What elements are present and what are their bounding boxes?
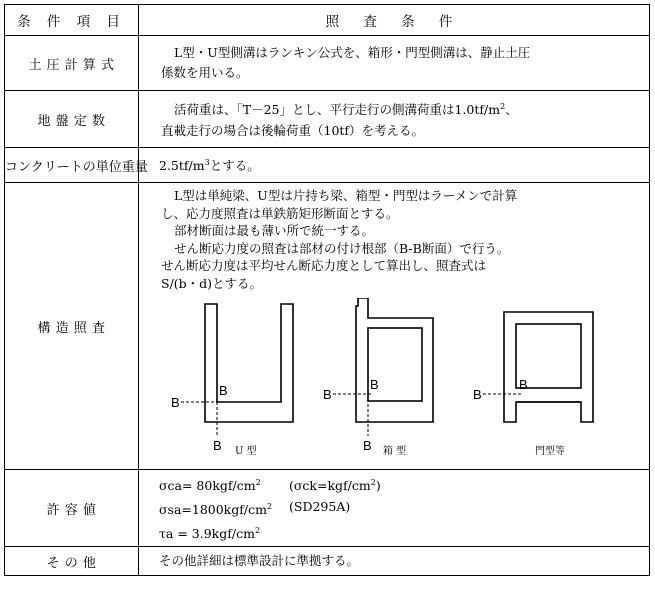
ground-line-1-text: 活荷重は、「T－25」とし、平行走行の側溝荷重は1.0tf/m	[174, 102, 501, 118]
allow-sigma-ca	[159, 472, 289, 496]
label-others: そ の 他	[5, 547, 139, 576]
ground-line-2: 直載走行の場合は後輪荷重（10tf）を考える。	[161, 122, 425, 138]
label-structural-check: 構 造 照 査	[5, 183, 139, 470]
struct-line-6: S/(b・d)とする。	[161, 275, 263, 291]
row-earth-pressure	[5, 36, 650, 91]
caption-u-type: U 型	[235, 446, 257, 457]
allow-line-2	[159, 496, 649, 520]
struct-line-3: 部材断面は最も薄い所で統一する。	[174, 223, 375, 238]
u-type-outline	[205, 304, 293, 422]
row-ground-constants	[5, 91, 650, 148]
struct-line-5: せん断応力度は平均せん断応力度として算出し、照査式は	[161, 258, 487, 273]
header-condition-item: 条 件 項 目	[5, 5, 139, 36]
ground-line-1-sup: 2	[500, 102, 506, 112]
earth-pressure-line-1: L型・U型側溝はランキン公式を、箱形・門型側溝は、静止土圧	[174, 45, 531, 60]
allow-tau-text: τa = 3.9kgf/cm	[159, 526, 255, 542]
allow-sigma-ck-close: )	[375, 477, 381, 493]
cond-others: その他詳細は標準設計に準拠する。	[139, 547, 650, 576]
struct-line-1: L型は単純梁、U型は片持ち梁、箱型・門型はラーメンで計算	[174, 188, 518, 203]
cond-allowable-values	[139, 470, 650, 547]
box-mark-bottom: B	[363, 438, 372, 453]
allow-steel-grade: (SD295A)	[289, 498, 351, 514]
row-allowable-values	[5, 470, 650, 547]
cond-concrete-weight	[139, 148, 650, 183]
label-concrete-weight: コンクリートの単位重量	[5, 148, 139, 183]
row-concrete-weight	[5, 148, 650, 183]
allow-sigma-sa	[159, 496, 289, 520]
box-mark-left: B	[323, 387, 332, 402]
caption-gate-type: 門型等	[535, 446, 565, 457]
allow-sigma-sa-text: σsa=1800kgf/cm	[159, 502, 267, 518]
concrete-weight-tail: とする。	[209, 158, 260, 174]
allow-sigma-sa-sup: 2	[266, 501, 273, 511]
allow-sigma-ck-sup: 2	[370, 477, 376, 487]
allow-line-3	[159, 520, 649, 544]
concrete-weight-value: 2.5tf/m	[159, 158, 205, 174]
struct-line-2: し、応力度照査は単鉄筋矩形断面とする。	[161, 205, 399, 221]
ground-line-1	[161, 97, 649, 120]
allow-sigma-ca-text: σca= 80kgf/cm	[159, 477, 256, 493]
u-mark-inner: B	[219, 383, 228, 398]
allow-line-1	[159, 472, 649, 496]
gate-mark-inner: B	[519, 377, 528, 392]
concrete-weight-sup: 3	[204, 158, 210, 168]
spec-table	[4, 4, 650, 576]
allow-tau-sup: 2	[254, 526, 261, 536]
gate-mark-left: B	[473, 387, 482, 402]
u-mark-bottom: B	[213, 438, 222, 453]
caption-box-type: 箱 型	[383, 446, 407, 457]
label-ground-constants: 地 盤 定 数	[5, 91, 139, 148]
ground-line-1-tail: 、	[505, 102, 518, 118]
header-row	[5, 5, 650, 36]
allow-sigma-ck	[289, 472, 381, 496]
header-check-condition: 照 査 条 件	[139, 5, 650, 36]
cond-structural-check	[139, 183, 650, 470]
row-others	[5, 547, 650, 576]
earth-pressure-line-2: 係数を用いる。	[161, 65, 249, 80]
row-structural-check	[5, 183, 650, 470]
struct-line-4: せん断応力度の照査は部材の付け根部（B-B断面）で行う。	[174, 240, 510, 256]
allow-sigma-ck-text: (σck=kgf/cm	[289, 477, 371, 493]
box-mark-inner: B	[370, 377, 379, 392]
cond-ground-constants	[139, 91, 650, 148]
gate-type-outline	[504, 312, 593, 422]
label-allowable-values: 許 容 値	[5, 470, 139, 547]
u-mark-left: B	[171, 395, 180, 410]
allow-sigma-ca-sup: 2	[255, 477, 261, 487]
label-earth-pressure: 土 圧 計 算 式	[5, 36, 139, 91]
cond-earth-pressure	[139, 36, 650, 91]
section-diagrams	[153, 298, 623, 468]
